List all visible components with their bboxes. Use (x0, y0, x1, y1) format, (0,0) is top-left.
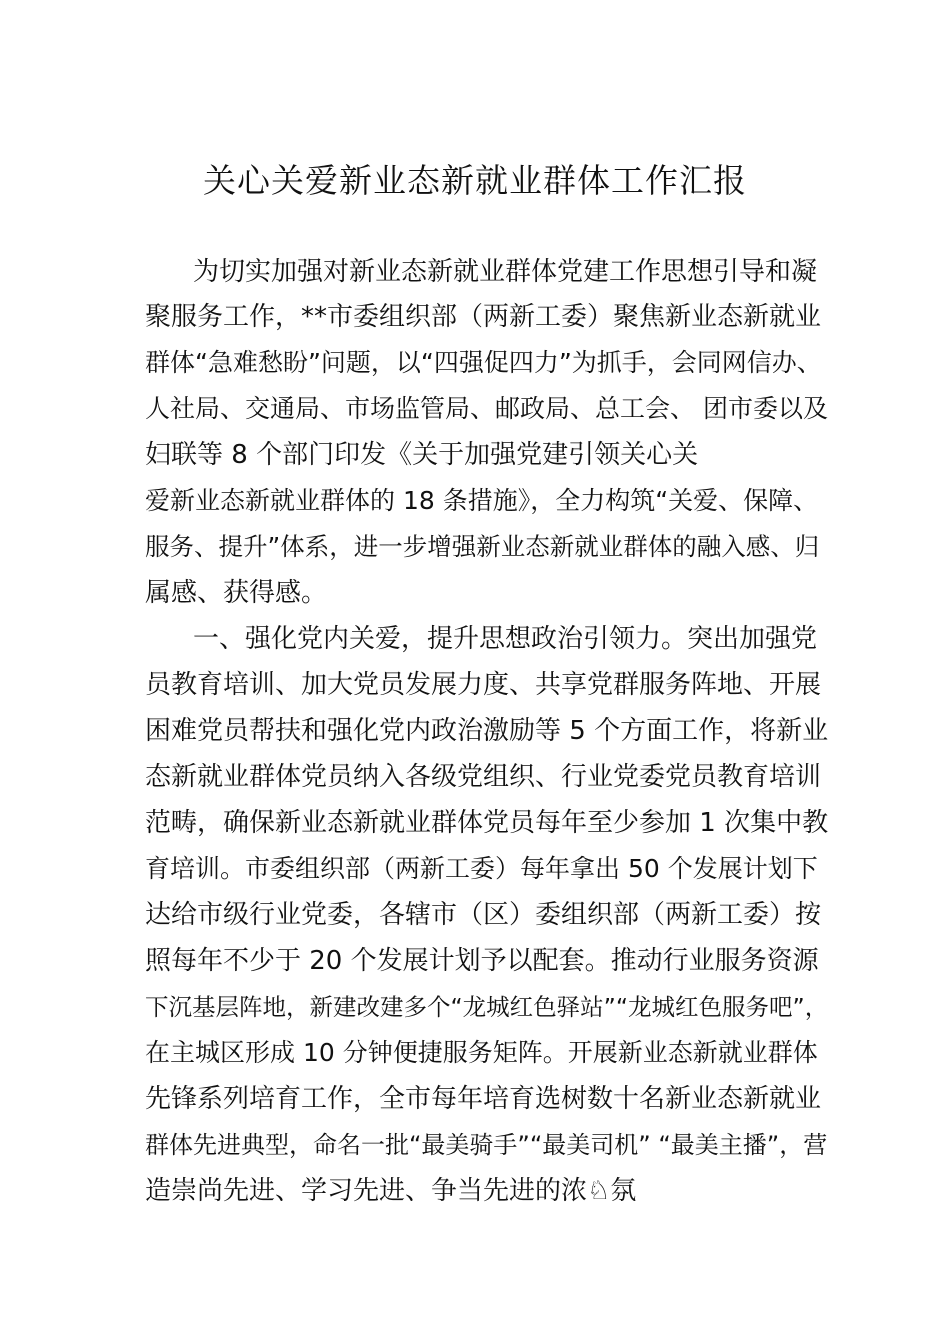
paragraph-line: 育培训。市委组织部（两新工委）每年拿出 50 个发展计划下 (145, 854, 818, 883)
paragraph-line: 妇联等 8 个部门印发《关于加强党建引领关心关 (145, 440, 699, 470)
paragraph-line: 下沉基层阵地，新建改建多个“龙城红色驿站”“龙城红色服务吧”， (145, 993, 829, 1021)
paragraph-line: 造崇尚先进、学习先进、争当先进的浓♘氛 (145, 1176, 637, 1206)
document-title: 关心关爱新业态新就业群体工作汇报 (203, 161, 747, 200)
paragraph-line: 在主城区形成 10 分钟便捷服务矩阵。开展新业态新就业群体 (145, 1038, 818, 1067)
paragraph-line: 困难党员帮扶和强化党内政治激励等 5 个方面工作，将新业 (145, 716, 829, 746)
paragraph-line: 为切实加强对新业态新就业群体党建工作思想引导和凝 (193, 257, 818, 287)
paragraph-line: 聚服务工作，**市委组织部（两新工委）聚焦新业态新就业 (145, 302, 822, 332)
paragraph-line: 态新就业群体党员纳入各级党组织、行业党委党员教育培训 (145, 762, 822, 792)
paragraph-line: 人社局、交通局、市场监管局、邮政局、总工会、 团市委以及 (145, 394, 828, 423)
paragraph-line: 爱新业态新就业群体的 18 条措施》，全力构筑“关爱、保障、 (145, 486, 819, 515)
paragraph-line: 员教育培训、加大党员发展力度、共享党群服务阵地、开展 (145, 670, 822, 700)
paragraph-line: 属感、获得感。 (145, 578, 328, 608)
paragraph-line: 群体“急难愁盼”问题，以“四强促四力”为抓手，会同网信办、 (145, 348, 822, 377)
paragraph-line: 范畴，确保新业态新就业群体党员每年至少参加 1 次集中教 (145, 808, 829, 838)
paragraph-line: 服务、提升”体系，进一步增强新业态新就业群体的融入感、归 (145, 532, 820, 561)
paragraph-line: 群体先进典型，命名一批“最美骑手”“最美司机” “最美主播”，营 (145, 1131, 828, 1159)
paragraph-line: 先锋系列培育工作，全市每年培育选树数十名新业态新就业 (145, 1084, 822, 1114)
paragraph-line: 达给市级行业党委，各辖市（区）委组织部（两新工委）按 (145, 900, 822, 930)
paragraph-line: 照每年不少于 20 个发展计划予以配套。推动行业服务资源 (145, 946, 819, 976)
paragraph-line: 一、强化党内关爱，提升思想政治引领力。突出加强党 (193, 624, 818, 654)
